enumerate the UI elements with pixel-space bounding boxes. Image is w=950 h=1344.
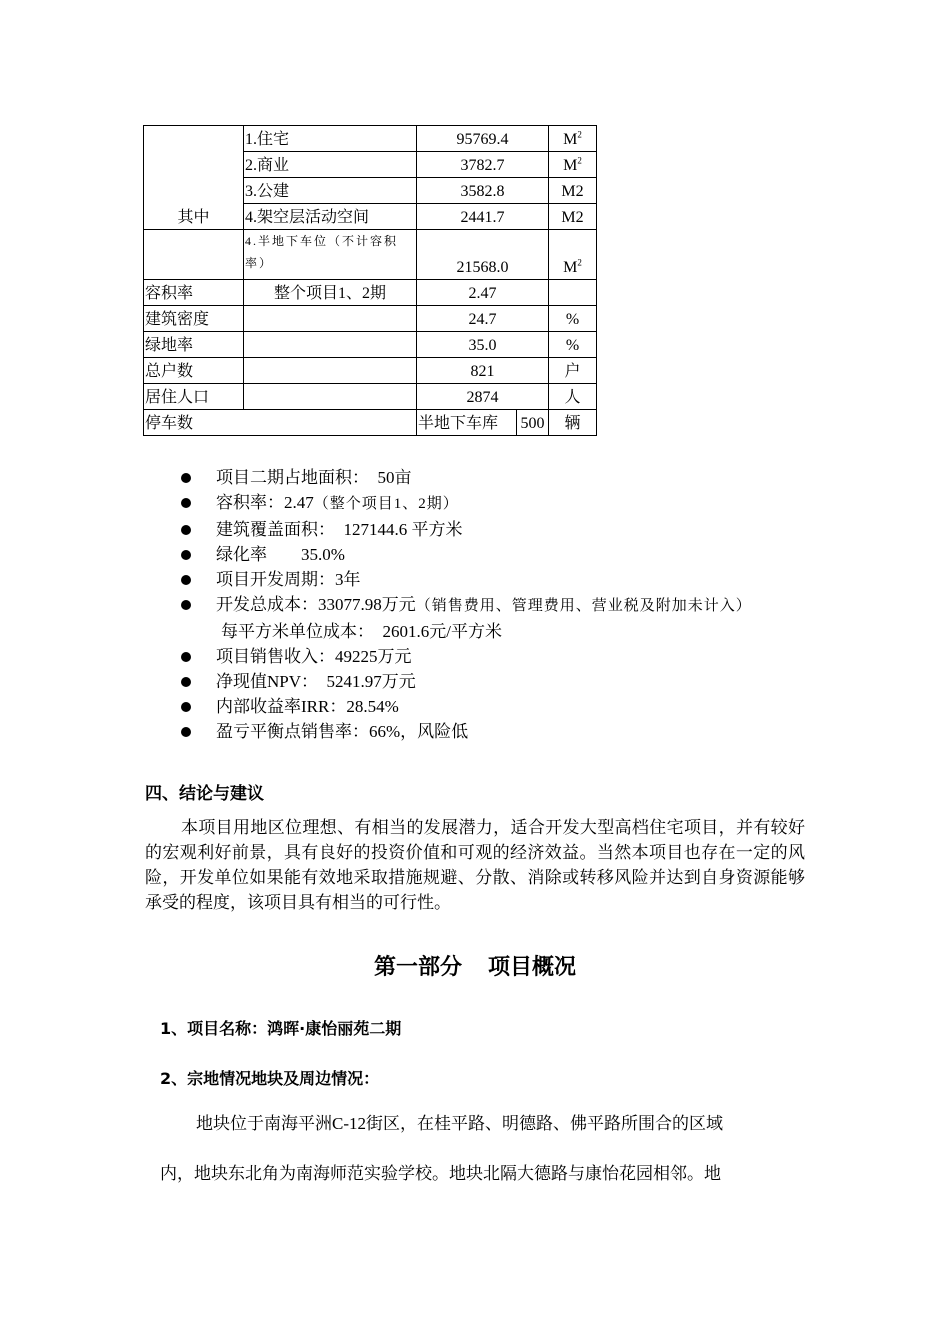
bullet-icon	[181, 652, 191, 662]
value-cell: 3782.7	[417, 152, 549, 178]
list-item-note: （销售费用、管理费用、营业税及附加未计入）	[415, 598, 752, 614]
label-cell: 绿地率	[144, 332, 244, 358]
unit-cost-text: 每平方米单位成本： 2601.6元/平方米	[221, 622, 502, 641]
part-title-number: 第一部分	[373, 955, 462, 980]
list-item	[181, 669, 811, 694]
unit-cell	[549, 230, 597, 280]
site-paragraph-line1: 地块位于南海平洲C-12街区，在桂平路、明德路、佛平路所围合的区域	[196, 1114, 723, 1133]
list-item-text: 项目二期占地面积： 50亩	[216, 468, 412, 487]
item-cell: 2.商业	[244, 152, 417, 178]
list-item	[181, 619, 811, 644]
item-cell: 1.住宅	[244, 126, 417, 152]
value-cell: 821	[417, 358, 549, 384]
unit-cell: 户	[549, 358, 597, 384]
table-row	[144, 306, 597, 332]
list-item-text: 开发总成本：33077.98万元	[216, 595, 416, 614]
value-cell: 2.47	[417, 280, 549, 306]
list-item-text: 净现值NPV： 5241.97万元	[216, 672, 416, 691]
list-item	[181, 567, 811, 592]
part-title	[0, 950, 950, 981]
site-paragraph-line2: 内，地块东北角为南海师范实验学校。地块北隔大德路与康怡花园相邻。地	[160, 1164, 721, 1183]
table-row	[144, 126, 597, 152]
project-spec-table	[143, 125, 597, 436]
list-item	[181, 465, 811, 490]
value-cell: 500	[517, 410, 549, 436]
unit-sup: 2	[577, 257, 582, 268]
desc-cell	[244, 306, 417, 332]
value-cell: 21568.0	[417, 230, 549, 280]
list-item-note: （整个项目1、2期）	[313, 496, 459, 512]
unit-cell: M2	[549, 178, 597, 204]
bullet-icon	[181, 498, 191, 508]
unit-sup: 2	[577, 129, 582, 140]
desc-cell: 半地下车库	[417, 410, 517, 436]
conclusion-paragraph: 本项目用地区位理想、有相当的发展潜力，适合开发大型高档住宅项目，并有较好的宏观利好前景，具有良好的投资价值和可观的经济效益。当然本项目也存在一定的风险，开发单位如果能有效地采取措施规避、分散、消除或转移风险并达到自身资源能够承受的程度，该项目具有相当的可行性。	[145, 818, 805, 912]
group-label-cell	[144, 126, 244, 230]
unit-cell: 辆	[549, 410, 597, 436]
table-row	[144, 358, 597, 384]
bullet-icon	[181, 525, 191, 535]
desc-cell	[244, 358, 417, 384]
list-item-text: 项目销售收入：49225万元	[216, 647, 412, 666]
list-item-text: 绿化率 35.0%	[216, 545, 345, 564]
section-heading-project-name: 1、项目名称：鸿晖·康怡丽苑二期	[160, 1019, 402, 1038]
bullet-icon	[181, 702, 191, 712]
value-cell: 24.7	[417, 306, 549, 332]
table-row	[144, 410, 597, 436]
table-row	[144, 230, 597, 280]
list-item	[181, 694, 811, 719]
desc-cell	[244, 332, 417, 358]
list-item	[181, 592, 811, 619]
bullet-icon	[181, 550, 191, 560]
table-row	[144, 280, 597, 306]
label-cell: 容积率	[144, 280, 244, 306]
value-cell: 2441.7	[417, 204, 549, 230]
conclusion-heading: 四、结论与建议	[145, 784, 264, 804]
group-label: 其中	[177, 209, 210, 226]
desc-cell: 整个项目1、2期	[244, 280, 417, 306]
value-cell: 95769.4	[417, 126, 549, 152]
list-item	[181, 517, 811, 542]
item-cell: 4.架空层活动空间	[244, 204, 417, 230]
list-item-text: 内部收益率IRR：28.54%	[216, 697, 399, 716]
unit-cell	[549, 152, 597, 178]
unit-cell	[549, 126, 597, 152]
unit-text: M	[563, 157, 578, 174]
unit-text: M	[563, 259, 578, 276]
empty-cell	[144, 230, 244, 280]
bullet-icon	[181, 677, 191, 687]
section-heading-site: 2、宗地情况地块及周边情况：	[160, 1069, 380, 1088]
bullet-icon	[181, 473, 191, 483]
unit-sup: 2	[577, 155, 582, 166]
table-row	[144, 332, 597, 358]
key-indicators-list	[181, 465, 811, 744]
unit-text: M	[563, 131, 578, 148]
label-cell: 建筑密度	[144, 306, 244, 332]
value-cell: 2874	[417, 384, 549, 410]
desc-cell	[244, 384, 417, 410]
unit-cell: 人	[549, 384, 597, 410]
item-cell: 3.公建	[244, 178, 417, 204]
unit-cell: %	[549, 306, 597, 332]
bullet-icon	[181, 600, 191, 610]
label-cell: 居住人口	[144, 384, 244, 410]
list-item	[181, 542, 811, 567]
bullet-icon	[181, 575, 191, 585]
unit-cell: M2	[549, 204, 597, 230]
unit-cell	[549, 280, 597, 306]
label-cell: 总户数	[144, 358, 244, 384]
label-cell: 停车数	[144, 410, 417, 436]
part-title-text: 项目概况	[488, 955, 577, 980]
item-cell: 4.半地下车位（不计容积率）	[244, 230, 417, 280]
list-item	[181, 719, 811, 744]
list-item-text: 容积率：2.47	[216, 493, 314, 512]
value-cell: 35.0	[417, 332, 549, 358]
list-item	[181, 644, 811, 669]
list-item-text: 项目开发周期：3年	[216, 570, 361, 589]
table-row	[144, 384, 597, 410]
list-item	[181, 490, 811, 517]
bullet-icon	[181, 727, 191, 737]
list-item-text: 建筑覆盖面积： 127144.6 平方米	[216, 520, 463, 539]
list-item-text: 盈亏平衡点销售率：66%，风险低	[216, 722, 469, 741]
value-cell: 3582.8	[417, 178, 549, 204]
unit-cell: %	[549, 332, 597, 358]
